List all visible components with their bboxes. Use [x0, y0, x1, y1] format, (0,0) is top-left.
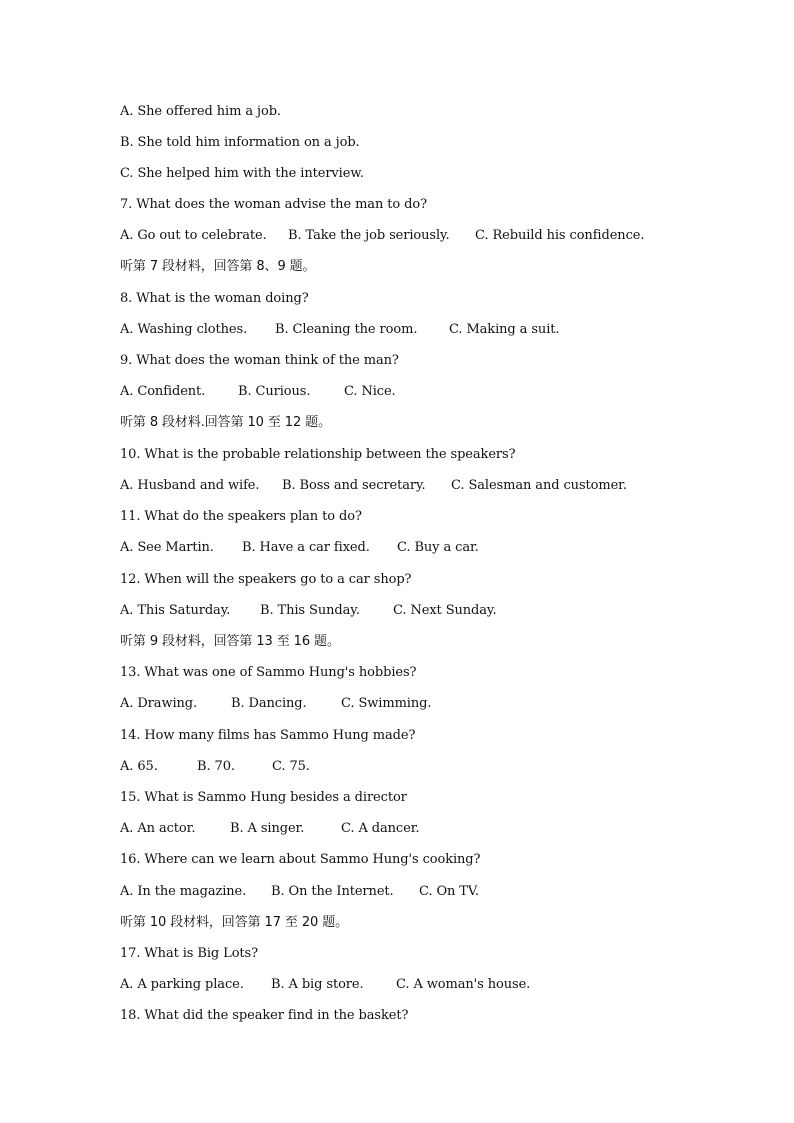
option-b: B. Cleaning the room.	[275, 322, 418, 337]
option-c: C. Next Sunday.	[393, 603, 497, 618]
option-a: A. An actor.	[120, 821, 196, 836]
option-b: B. A singer.	[230, 821, 305, 836]
option-c: C. Buy a car.	[397, 540, 479, 555]
option-line: B. She told him information on a job.	[120, 135, 360, 150]
section-heading: 听第 8 段材料.回答第 10 至 12 题。	[120, 415, 331, 430]
option-c: C. A woman's house.	[396, 977, 531, 992]
option-c: C. Making a suit.	[449, 322, 560, 337]
option-a: A. This Saturday.	[120, 603, 231, 618]
question-17: 17. What is Big Lots?	[120, 946, 258, 961]
option-a: A. Go out to celebrate.	[120, 228, 267, 243]
option-a: A. In the magazine.	[120, 884, 247, 899]
option-b: B. Take the job seriously.	[288, 228, 450, 243]
option-c: C. Rebuild his confidence.	[475, 228, 645, 243]
question-14: 14. How many films has Sammo Hung made?	[120, 728, 416, 743]
question-16: 16. Where can we learn about Sammo Hung's cooking?	[120, 852, 481, 867]
option-c: C. 75.	[272, 759, 310, 774]
option-line: A. She offered him a job.	[120, 104, 281, 119]
option-b: B. A big store.	[271, 977, 364, 992]
option-b: B. Dancing.	[231, 696, 307, 711]
option-c: C. Swimming.	[341, 696, 432, 711]
option-c: C. Salesman and customer.	[451, 478, 627, 493]
question-8: 8. What is the woman doing?	[120, 291, 309, 306]
question-10: 10. What is the probable relationship between the speakers?	[120, 447, 516, 462]
question-18: 18. What did the speaker find in the basket?	[120, 1008, 409, 1023]
question-7: 7. What does the woman advise the man to do?	[120, 197, 427, 212]
option-a: A. Drawing.	[120, 696, 198, 711]
section-heading: 听第 7 段材料，回答第 8、9 题。	[120, 259, 316, 274]
option-a: A. Husband and wife.	[120, 478, 260, 493]
question-11: 11. What do the speakers plan to do?	[120, 509, 362, 524]
question-9: 9. What does the woman think of the man?	[120, 353, 399, 368]
option-c: C. Nice.	[344, 384, 396, 399]
option-b: B. 70.	[197, 759, 235, 774]
question-13: 13. What was one of Sammo Hung's hobbies?	[120, 665, 417, 680]
option-b: B. This Sunday.	[260, 603, 360, 618]
question-12: 12. When will the speakers go to a car shop?	[120, 572, 412, 587]
option-a: A. See Martin.	[120, 540, 214, 555]
option-line: C. She helped him with the interview.	[120, 166, 364, 181]
section-heading: 听第 10 段材料，回答第 17 至 20 题。	[120, 915, 349, 930]
option-a: A. Confident.	[120, 384, 206, 399]
question-15: 15. What is Sammo Hung besides a director	[120, 790, 407, 805]
option-b: B. Have a car fixed.	[242, 540, 370, 555]
option-c: C. On TV.	[419, 884, 479, 899]
section-heading: 听第 9 段材料，回答第 13 至 16 题。	[120, 634, 340, 649]
option-c: C. A dancer.	[341, 821, 420, 836]
option-b: B. Curious.	[238, 384, 311, 399]
option-b: B. Boss and secretary.	[282, 478, 426, 493]
option-a: A. A parking place.	[120, 977, 244, 992]
option-a: A. Washing clothes.	[120, 322, 248, 337]
option-a: A. 65.	[120, 759, 158, 774]
option-b: B. On the Internet.	[271, 884, 394, 899]
